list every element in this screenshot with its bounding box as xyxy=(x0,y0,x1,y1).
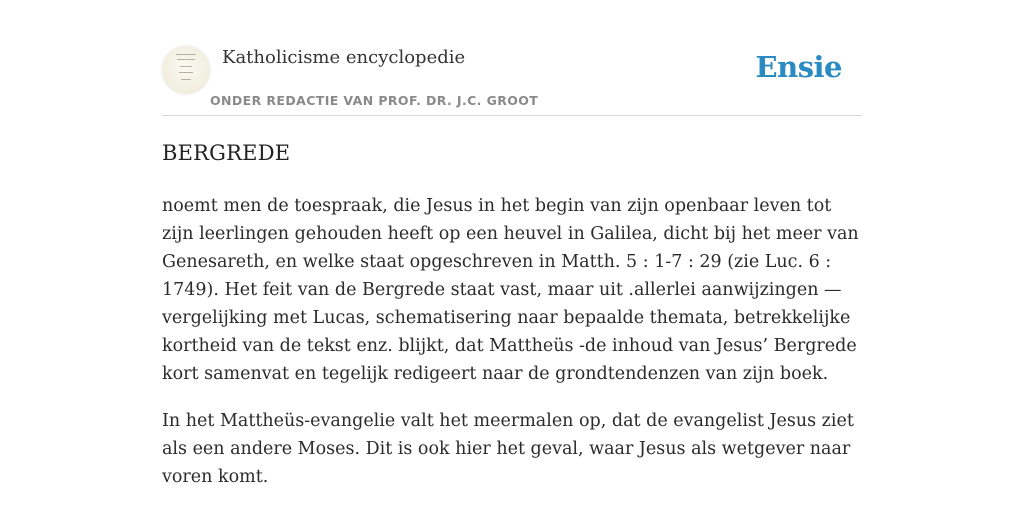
book-title[interactable]: Katholicisme encyclopedie xyxy=(222,47,466,68)
editor-subtitle: ONDER REDACTIE VAN PROF. DR. J.C. GROOT xyxy=(210,93,539,108)
article-paragraph: noemt men de toespraak, die Jesus in het begin van zijn openbaar leven tot zijn leerlingen gehouden heeft op een heuvel in Galilea, dicht bij het meer van Genesareth, en welke staat opgeschreven in Matth. 5 : 1-7 : 29 (zie Luc. 6 : 1749). Het feit van de Bergrede staat vast, maar uit .allerlei aanwijzingen — vergelijking met Lucas, schematisering naar bepaalde themata, betrekkelijke kortheid van de tekst enz. blijkt, dat Mattheüs -de inhoud van Jesus’ Bergrede kort samenvat en tegelijk redigeert naar de grondtendenzen van zijn boek. xyxy=(162,196,859,384)
site-header xyxy=(162,40,862,116)
brand-logo[interactable]: Ensie xyxy=(755,50,842,84)
article-paragraph: In het Mattheüs-evangelie valt het meermalen op, dat de evangelist Jesus ziet als een andere Moses. Dit is ook hier het geval, waar Jesus als wetgever naar voren komt. xyxy=(162,411,854,487)
entry-title: BERGREDE xyxy=(162,141,291,165)
article-body xyxy=(162,192,862,510)
book-cover-icon[interactable] xyxy=(162,46,210,94)
